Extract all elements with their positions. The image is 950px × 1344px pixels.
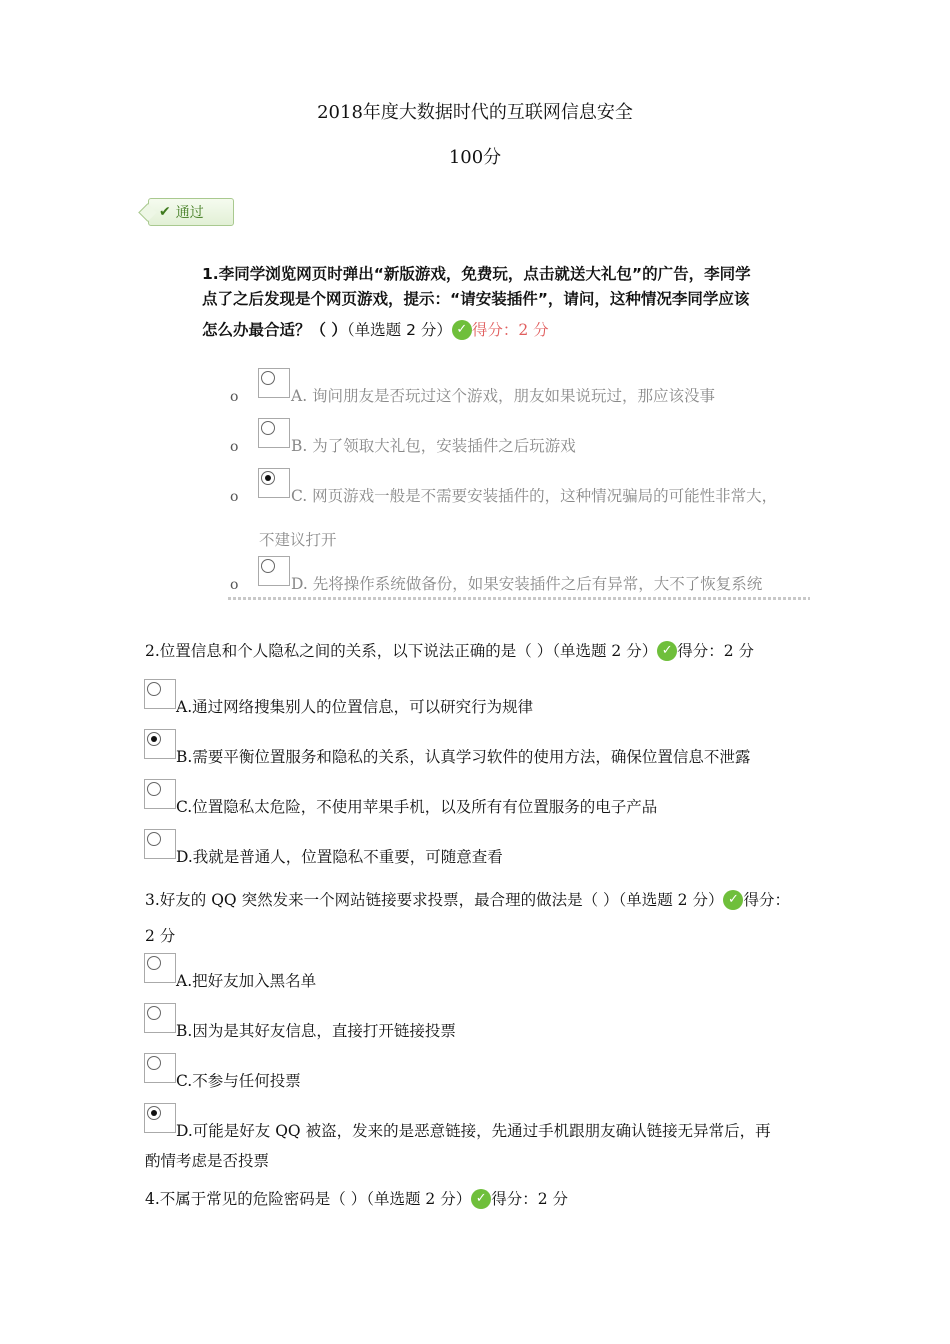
question-1-line-1: 1.李同学浏览网页时弹出“新版游戏，免费玩，点击就送大礼包”的广告，李同学 <box>202 265 751 283</box>
check-circle-icon: ✓ <box>723 890 743 910</box>
divider <box>228 597 810 600</box>
radio-button-selected-icon <box>147 1106 161 1120</box>
q3-option-d: D.可能是好友 QQ 被盗，发来的是恶意链接，先通过手机跟朋友确认链接无异常后，再 <box>176 1122 771 1140</box>
q2-option-a: A.通过网络搜集别人的位置信息，可以研究行为规律 <box>176 698 534 716</box>
bullet-icon: o <box>230 389 239 405</box>
check-circle-icon: ✓ <box>657 641 677 661</box>
q2-option-d: D.我就是普通人，位置隐私不重要，可随意查看 <box>176 848 503 866</box>
check-circle-icon: ✓ <box>471 1189 491 1209</box>
question-1 <box>202 262 812 343</box>
bullet-icon: o <box>230 489 239 505</box>
option-b-radio[interactable] <box>144 729 176 759</box>
question-3: 3.好友的 QQ 突然发来一个网站链接要求投票，最合理的做法是（ ）（单选题 2 分） ✓ 得分： <box>145 891 790 909</box>
radio-button-selected-icon <box>147 732 161 746</box>
bullet-icon: o <box>230 439 239 455</box>
checkmark-icon: ✔ <box>159 204 171 220</box>
q1-option-c-cont: 不建议打开 <box>259 531 337 549</box>
option-c-radio[interactable] <box>258 468 290 498</box>
option-c-radio[interactable] <box>144 1053 176 1083</box>
q2-option-b: B.需要平衡位置服务和隐私的关系，认真学习软件的使用方法，确保位置信息不泄露 <box>176 748 751 766</box>
q3-option-c: C.不参与任何投票 <box>176 1072 301 1090</box>
total-score: 100分 <box>448 147 502 168</box>
pass-badge-label: 通过 <box>175 205 204 221</box>
option-d-radio[interactable] <box>144 1103 176 1133</box>
q1-option-a: A. 询问朋友是否玩过这个游戏，朋友如果说玩过，那应该没事 <box>291 387 716 405</box>
q1-option-c: C. 网页游戏一般是不需要安装插件的，这种情况骗局的可能性非常大， <box>291 487 778 505</box>
pass-badge <box>148 198 234 226</box>
option-a-radio[interactable] <box>258 368 290 398</box>
q2-option-c: C.位置隐私太危险，不使用苹果手机，以及所有有位置服务的电子产品 <box>176 798 658 816</box>
question-2: 2.位置信息和个人隐私之间的关系，以下说法正确的是（ ）（单选题 2 分） ✓ 得分：2 分 <box>145 642 754 660</box>
option-a-radio[interactable] <box>144 679 176 709</box>
radio-button-icon <box>261 371 275 385</box>
option-b-radio[interactable] <box>258 418 290 448</box>
radio-button-icon <box>147 782 161 796</box>
option-b-radio[interactable] <box>144 1003 176 1033</box>
radio-button-icon <box>147 832 161 846</box>
q3-option-a: A.把好友加入黑名单 <box>176 972 317 990</box>
radio-button-icon <box>147 956 161 970</box>
question-1-line-2: 点了之后发现是个网页游戏，提示：“请安装插件”，请问，这种情况李同学应该 <box>202 290 750 308</box>
radio-button-icon <box>147 1056 161 1070</box>
question-1-line-3: 怎么办最合适？（ ）（单选题 2 分） ✓ 得分：2 分 <box>202 321 549 339</box>
bullet-icon: o <box>230 577 239 593</box>
radio-button-icon <box>147 682 161 696</box>
q3-option-b: B.因为是其好友信息，直接打开链接投票 <box>176 1022 456 1040</box>
radio-button-selected-icon <box>261 471 275 485</box>
question-2-score: 得分：2 分 <box>677 642 754 660</box>
check-circle-icon: ✓ <box>452 320 472 340</box>
question-4-score: 得分：2 分 <box>491 1190 568 1208</box>
option-d-radio[interactable] <box>258 556 290 586</box>
option-a-radio[interactable] <box>144 953 176 983</box>
question-3-score-cont: 2 分 <box>145 927 176 945</box>
q1-option-d: D. 先将操作系统做备份，如果安装插件之后有异常，大不了恢复系统 <box>291 575 763 593</box>
option-d-radio[interactable] <box>144 829 176 859</box>
radio-button-icon <box>147 1006 161 1020</box>
question-1-score: 得分：2 分 <box>471 321 549 339</box>
radio-button-icon <box>261 421 275 435</box>
q3-option-d-cont: 酌情考虑是否投票 <box>145 1152 270 1170</box>
radio-button-icon <box>261 559 275 573</box>
option-c-radio[interactable] <box>144 779 176 809</box>
question-4: 4.不属于常见的危险密码是（ ）（单选题 2 分） ✓ 得分：2 分 <box>145 1190 568 1208</box>
q1-option-b: B. 为了领取大礼包，安装插件之后玩游戏 <box>291 437 576 455</box>
document-title: 2018年度大数据时代的互联网信息安全 <box>317 102 633 123</box>
question-3-score: 得分： <box>743 891 790 909</box>
